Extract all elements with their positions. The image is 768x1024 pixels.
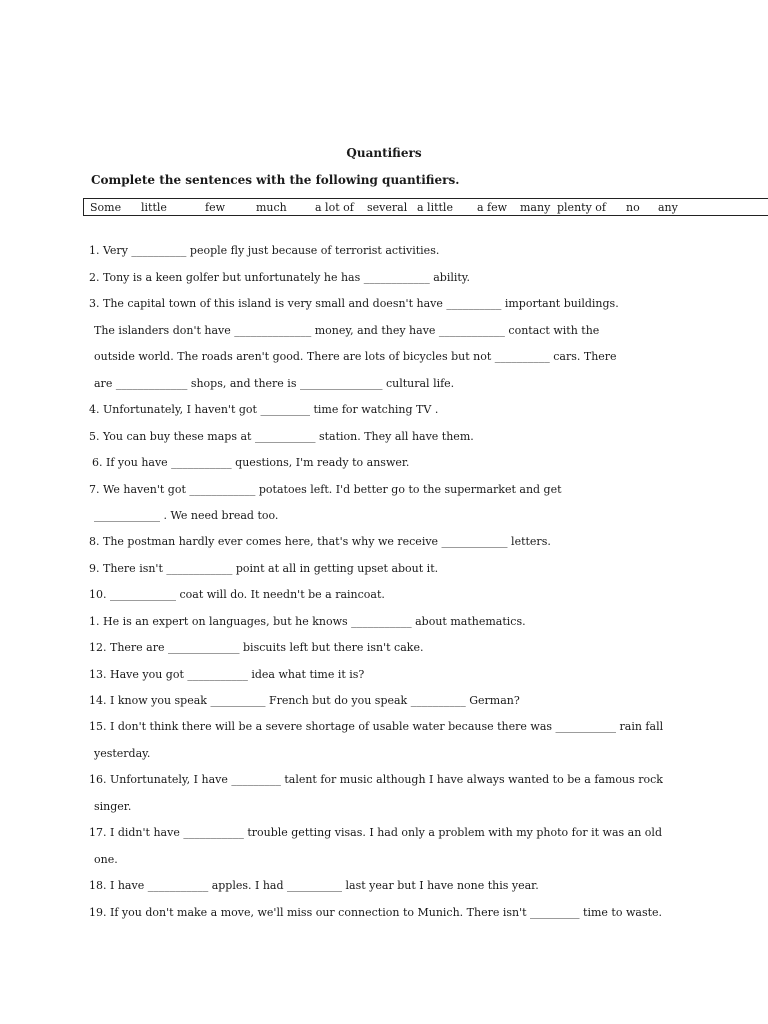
instruction-text: Complete the sentences with the following quantifiers. [91,173,460,187]
exercise-line: 15. I don't think there will be a severe shortage of usable water because there was ___________ rain fall [89,720,664,733]
exercise-line: 4. Unfortunately, I haven't got _________ time for watching TV . [89,403,439,416]
exercise-line: 1. He is an expert on languages, but he knows ___________ about mathematics. [89,615,526,628]
quantifier-word: a few [477,201,508,214]
exercise-line: 3. The capital town of this island is very small and doesn't have __________ important buildings. [89,297,619,310]
quantifier-word: a little [417,201,453,214]
quantifier-word: several [367,201,408,214]
exercise-line: 7. We haven't got ____________ potatoes left. I'd better go to the supermarket and get [89,483,562,496]
exercise-line: 16. Unfortunately, I have _________ talent for music although I have always wanted to be a famous rock [89,773,663,786]
exercise-line: one. [94,853,118,866]
quantifier-word: a lot of [315,201,354,214]
exercise-line: outside world. The roads aren't good. There are lots of bicycles but not __________ cars. There [94,350,617,363]
exercise-line: 1. Very __________ people fly just because of terrorist activities. [89,244,440,257]
quantifier-word: much [256,201,287,214]
quantifier-word: no [626,201,640,214]
quantifier-word: Some [90,201,122,214]
exercise-line: are _____________ shops, and there is _______________ cultural life. [94,377,455,390]
exercise-line: 2. Tony is a keen golfer but unfortunately he has ____________ ability. [89,271,471,284]
quantifier-word: few [205,201,225,214]
exercise-line: 5. You can buy these maps at ___________ station. They all have them. [89,430,474,443]
worksheet-title: Quantifiers [346,146,422,160]
exercise-line: 17. I didn't have ___________ trouble getting visas. I had only a problem with my photo for it was an old [89,826,662,839]
quantifier-word: plenty of [557,201,606,214]
quantifier-word: many [520,201,551,214]
exercise-line: 9. There isn't ____________ point at all in getting upset about it. [89,562,439,575]
exercise-line: 19. If you don't make a move, we'll miss our connection to Munich. There isn't _________ time to waste. [89,906,663,919]
exercise-line: 13. Have you got ___________ idea what time it is? [89,668,365,681]
exercise-line: 18. I have ___________ apples. I had __________ last year but I have none this year. [89,879,539,892]
exercise-line: ____________ . We need bread too. [94,509,279,522]
exercise-line: The islanders don't have ______________ money, and they have ____________ contact with the [94,324,600,337]
exercise-line: 6. If you have ___________ questions, I'm ready to answer. [92,456,410,469]
quantifier-word: any [658,201,678,214]
quantifier-word: little [141,201,167,214]
exercise-line: singer. [94,800,132,813]
exercise-line: 14. I know you speak __________ French but do you speak __________ German? [89,694,520,707]
exercise-line: yesterday. [94,747,151,760]
exercise-line: 8. The postman hardly ever comes here, that's why we receive ____________ letters. [89,535,551,548]
exercise-line: 12. There are _____________ biscuits left but there isn't cake. [89,641,424,654]
exercise-line: 10. ____________ coat will do. It needn't be a raincoat. [89,588,385,601]
quantifier-word-box [83,198,768,216]
